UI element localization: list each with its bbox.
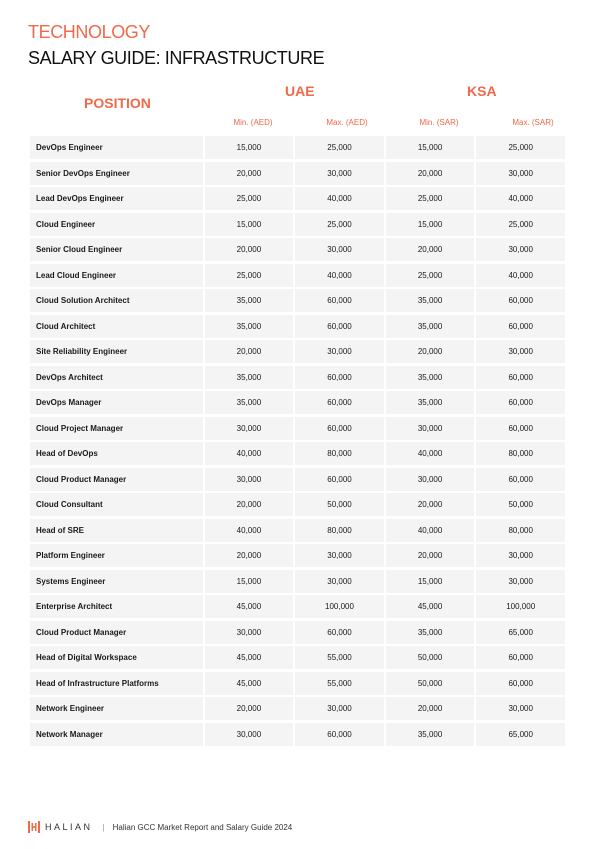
- min-aed-cell: 30,000: [205, 621, 294, 644]
- min-aed-cell: 35,000: [205, 366, 294, 389]
- min-sar-cell: 20,000: [386, 697, 475, 720]
- min-sar-cell: 20,000: [386, 162, 475, 185]
- min-sar-cell: 35,000: [386, 391, 475, 414]
- max-aed-cell: 80,000: [295, 442, 384, 465]
- min-aed-cell: 15,000: [205, 136, 294, 159]
- position-header: POSITION: [84, 95, 151, 111]
- max-sar-cell: 30,000: [476, 697, 565, 720]
- salary-table: [30, 136, 565, 748]
- min-aed-cell: 45,000: [205, 646, 294, 669]
- max-sar-cell: 100,000: [476, 595, 565, 618]
- max-sar-cell: 30,000: [476, 570, 565, 593]
- min-sar-cell: 20,000: [386, 493, 475, 516]
- min-sar-cell: 40,000: [386, 519, 475, 542]
- max-sar-cell: 25,000: [476, 213, 565, 236]
- max-aed-cell: 30,000: [295, 340, 384, 363]
- col-header-max-aed: Max. (AED): [326, 118, 368, 127]
- max-sar-cell: 30,000: [476, 544, 565, 567]
- position-cell: Lead DevOps Engineer: [30, 187, 203, 210]
- position-cell: DevOps Architect: [30, 366, 203, 389]
- min-aed-cell: 45,000: [205, 595, 294, 618]
- min-sar-cell: 35,000: [386, 366, 475, 389]
- col-header-min-sar: Min. (SAR): [419, 118, 459, 127]
- min-aed-cell: 20,000: [205, 493, 294, 516]
- position-cell: Cloud Architect: [30, 315, 203, 338]
- table-row: [30, 366, 565, 389]
- table-row: [30, 646, 565, 669]
- max-sar-cell: 65,000: [476, 723, 565, 746]
- max-aed-cell: 60,000: [295, 289, 384, 312]
- col-header-max-sar: Max. (SAR): [512, 118, 554, 127]
- position-cell: Cloud Product Manager: [30, 621, 203, 644]
- position-cell: Head of DevOps: [30, 442, 203, 465]
- max-aed-cell: 40,000: [295, 264, 384, 287]
- table-row: [30, 264, 565, 287]
- min-aed-cell: 35,000: [205, 315, 294, 338]
- min-sar-cell: 15,000: [386, 213, 475, 236]
- min-aed-cell: 25,000: [205, 264, 294, 287]
- uae-group-header: UAE: [285, 83, 315, 99]
- page-title: SALARY GUIDE: INFRASTRUCTURE: [28, 48, 325, 68]
- footer: [28, 819, 292, 835]
- max-sar-cell: 40,000: [476, 264, 565, 287]
- position-cell: DevOps Engineer: [30, 136, 203, 159]
- min-aed-cell: 30,000: [205, 417, 294, 440]
- position-cell: Cloud Product Manager: [30, 468, 203, 491]
- position-cell: Systems Engineer: [30, 570, 203, 593]
- max-sar-cell: 60,000: [476, 468, 565, 491]
- min-sar-cell: 50,000: [386, 672, 475, 695]
- min-sar-cell: 35,000: [386, 723, 475, 746]
- ksa-group-header: KSA: [467, 83, 497, 99]
- max-aed-cell: 55,000: [295, 672, 384, 695]
- min-sar-cell: 20,000: [386, 544, 475, 567]
- position-cell: Head of Infrastructure Platforms: [30, 672, 203, 695]
- min-aed-cell: 30,000: [205, 723, 294, 746]
- page-kicker: TECHNOLOGY: [28, 22, 151, 42]
- position-cell: Cloud Project Manager: [30, 417, 203, 440]
- table-row: [30, 213, 565, 236]
- max-sar-cell: 60,000: [476, 672, 565, 695]
- max-aed-cell: 30,000: [295, 238, 384, 261]
- min-sar-cell: 40,000: [386, 442, 475, 465]
- max-aed-cell: 60,000: [295, 723, 384, 746]
- position-cell: Senior Cloud Engineer: [30, 238, 203, 261]
- position-cell: Cloud Consultant: [30, 493, 203, 516]
- footer-brand: HALIAN: [45, 822, 93, 832]
- min-sar-cell: 45,000: [386, 595, 475, 618]
- min-sar-cell: 50,000: [386, 646, 475, 669]
- min-sar-cell: 20,000: [386, 238, 475, 261]
- footer-separator: |: [102, 822, 105, 832]
- position-cell: Enterprise Architect: [30, 595, 203, 618]
- min-aed-cell: 20,000: [205, 162, 294, 185]
- position-cell: Cloud Engineer: [30, 213, 203, 236]
- min-aed-cell: 20,000: [205, 238, 294, 261]
- table-row: [30, 493, 565, 516]
- max-sar-cell: 30,000: [476, 238, 565, 261]
- max-aed-cell: 60,000: [295, 468, 384, 491]
- max-aed-cell: 60,000: [295, 621, 384, 644]
- max-aed-cell: 60,000: [295, 417, 384, 440]
- min-aed-cell: 40,000: [205, 519, 294, 542]
- position-cell: Cloud Solution Architect: [30, 289, 203, 312]
- table-row: [30, 417, 565, 440]
- max-aed-cell: 55,000: [295, 646, 384, 669]
- max-sar-cell: 60,000: [476, 417, 565, 440]
- max-sar-cell: 60,000: [476, 315, 565, 338]
- position-cell: Head of Digital Workspace: [30, 646, 203, 669]
- min-aed-cell: 15,000: [205, 570, 294, 593]
- max-aed-cell: 30,000: [295, 162, 384, 185]
- min-aed-cell: 20,000: [205, 340, 294, 363]
- table-row: [30, 723, 565, 746]
- min-aed-cell: 35,000: [205, 391, 294, 414]
- max-sar-cell: 30,000: [476, 162, 565, 185]
- max-sar-cell: 80,000: [476, 442, 565, 465]
- position-cell: DevOps Manager: [30, 391, 203, 414]
- max-sar-cell: 50,000: [476, 493, 565, 516]
- max-aed-cell: 30,000: [295, 544, 384, 567]
- max-aed-cell: 40,000: [295, 187, 384, 210]
- table-row: [30, 391, 565, 414]
- min-sar-cell: 35,000: [386, 315, 475, 338]
- table-row: [30, 672, 565, 695]
- halian-logo-icon: [28, 821, 40, 833]
- col-header-min-aed: Min. (AED): [233, 118, 273, 127]
- max-aed-cell: 50,000: [295, 493, 384, 516]
- max-sar-cell: 40,000: [476, 187, 565, 210]
- min-sar-cell: 30,000: [386, 417, 475, 440]
- max-aed-cell: 60,000: [295, 391, 384, 414]
- min-aed-cell: 20,000: [205, 697, 294, 720]
- min-sar-cell: 35,000: [386, 289, 475, 312]
- table-row: [30, 162, 565, 185]
- max-sar-cell: 25,000: [476, 136, 565, 159]
- max-sar-cell: 80,000: [476, 519, 565, 542]
- min-aed-cell: 40,000: [205, 442, 294, 465]
- max-aed-cell: 100,000: [295, 595, 384, 618]
- max-sar-cell: 60,000: [476, 289, 565, 312]
- table-row: [30, 340, 565, 363]
- table-row: [30, 595, 565, 618]
- max-aed-cell: 25,000: [295, 213, 384, 236]
- min-sar-cell: 15,000: [386, 136, 475, 159]
- min-aed-cell: 15,000: [205, 213, 294, 236]
- max-aed-cell: 60,000: [295, 315, 384, 338]
- position-cell: Network Manager: [30, 723, 203, 746]
- table-row: [30, 621, 565, 644]
- max-aed-cell: 30,000: [295, 570, 384, 593]
- position-cell: Senior DevOps Engineer: [30, 162, 203, 185]
- table-row: [30, 187, 565, 210]
- table-row: [30, 289, 565, 312]
- min-sar-cell: 25,000: [386, 187, 475, 210]
- table-row: [30, 238, 565, 261]
- max-aed-cell: 60,000: [295, 366, 384, 389]
- position-cell: Head of SRE: [30, 519, 203, 542]
- min-sar-cell: 30,000: [386, 468, 475, 491]
- table-row: [30, 570, 565, 593]
- max-sar-cell: 65,000: [476, 621, 565, 644]
- max-sar-cell: 60,000: [476, 391, 565, 414]
- max-sar-cell: 60,000: [476, 646, 565, 669]
- max-aed-cell: 30,000: [295, 697, 384, 720]
- table-row: [30, 468, 565, 491]
- min-aed-cell: 45,000: [205, 672, 294, 695]
- max-aed-cell: 25,000: [295, 136, 384, 159]
- min-aed-cell: 35,000: [205, 289, 294, 312]
- min-sar-cell: 20,000: [386, 340, 475, 363]
- min-aed-cell: 25,000: [205, 187, 294, 210]
- table-row: [30, 697, 565, 720]
- max-sar-cell: 30,000: [476, 340, 565, 363]
- table-row: [30, 315, 565, 338]
- footer-text: Halian GCC Market Report and Salary Guide 2024: [112, 822, 293, 832]
- table-row: [30, 442, 565, 465]
- min-aed-cell: 20,000: [205, 544, 294, 567]
- table-row: [30, 544, 565, 567]
- position-cell: Site Reliability Engineer: [30, 340, 203, 363]
- table-row: [30, 519, 565, 542]
- max-sar-cell: 60,000: [476, 366, 565, 389]
- table-row: [30, 136, 565, 159]
- min-sar-cell: 35,000: [386, 621, 475, 644]
- position-cell: Lead Cloud Engineer: [30, 264, 203, 287]
- min-aed-cell: 30,000: [205, 468, 294, 491]
- max-aed-cell: 80,000: [295, 519, 384, 542]
- min-sar-cell: 15,000: [386, 570, 475, 593]
- min-sar-cell: 25,000: [386, 264, 475, 287]
- position-cell: Platform Engineer: [30, 544, 203, 567]
- position-cell: Network Engineer: [30, 697, 203, 720]
